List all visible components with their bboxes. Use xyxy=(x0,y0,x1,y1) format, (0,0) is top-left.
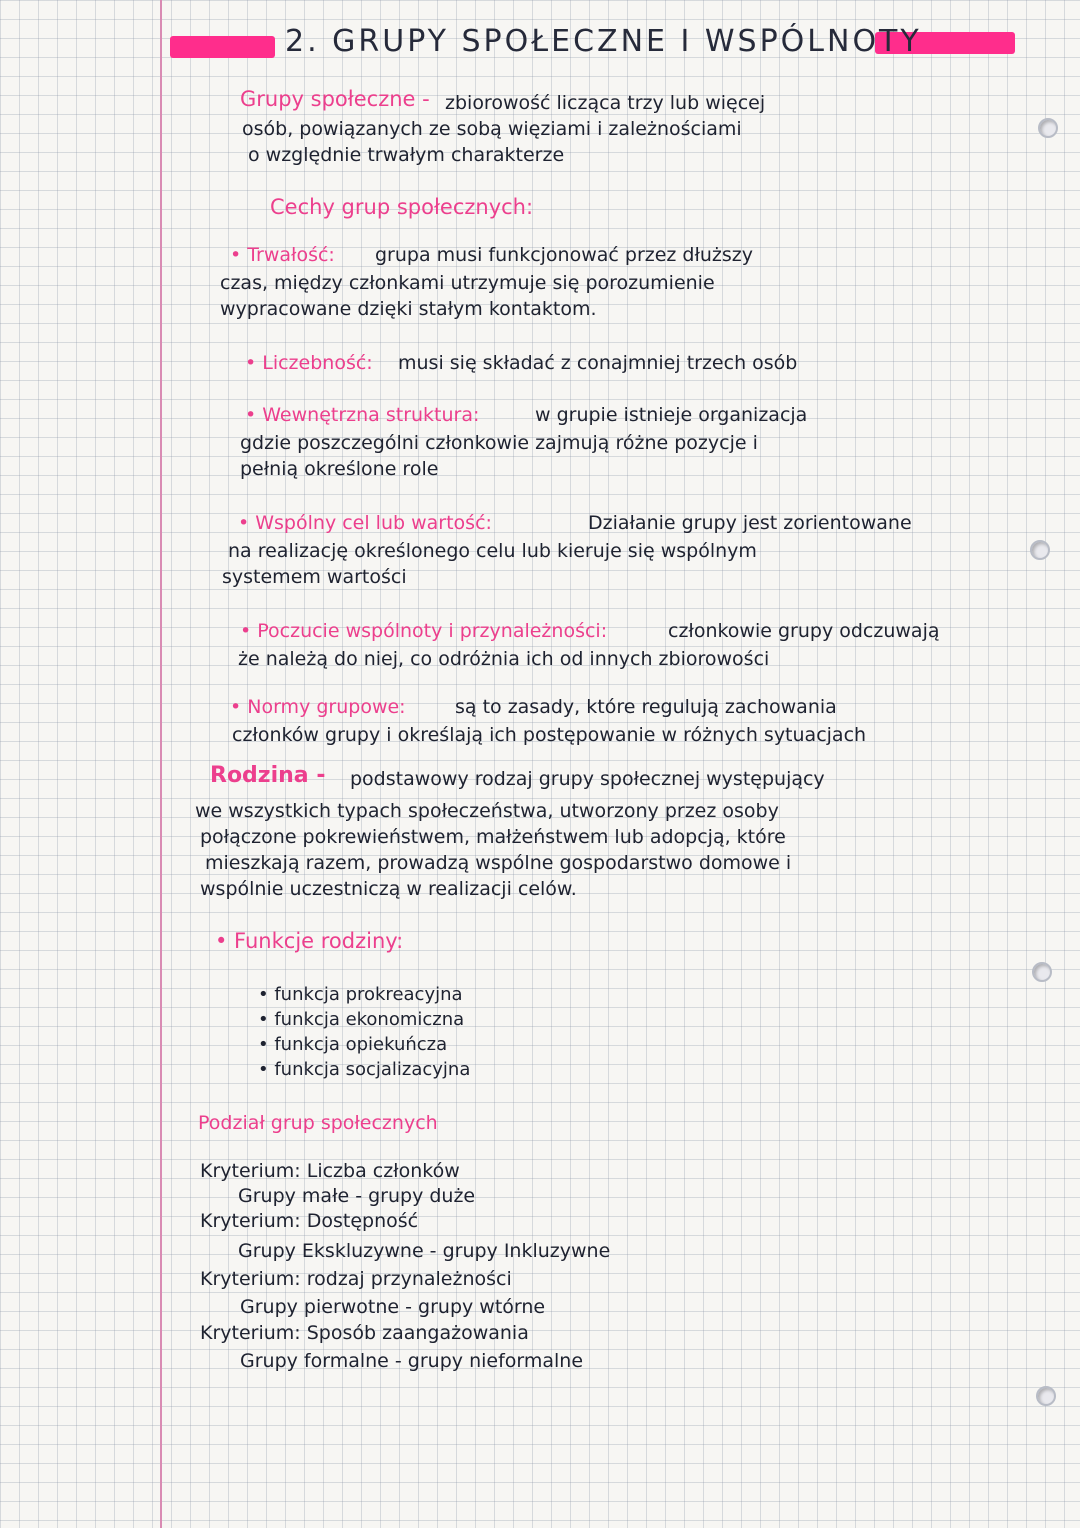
feature-term-liczebnosc: • Liczebność: xyxy=(245,352,373,374)
podzial-heading: Podział grup społecznych xyxy=(198,1112,438,1134)
feature-text: wypracowane dzięki stałym kontaktom. xyxy=(220,298,597,320)
funkcje-item: • funkcja opiekuńcza xyxy=(258,1034,448,1055)
feature-text: musi się składać z conajmniej trzech osób xyxy=(398,352,798,374)
definition-line: zbiorowość licząca trzy lub więcej xyxy=(445,92,766,114)
features-heading: Cechy grup społecznych: xyxy=(270,195,534,219)
rodzina-text: podstawowy rodzaj grupy społecznej występujący xyxy=(350,768,825,790)
funkcje-item: • funkcja prokreacyjna xyxy=(258,984,463,1005)
feature-text: grupa musi funkcjonować przez dłuższy xyxy=(375,244,754,266)
feature-term-cel: • Wspólny cel lub wartość: xyxy=(238,512,492,534)
definition-line: o względnie trwałym charakterze xyxy=(248,144,565,166)
kryterium-groups: Grupy pierwotne - grupy wtórne xyxy=(240,1296,546,1318)
kryterium-groups: Grupy małe - grupy duże xyxy=(238,1185,476,1207)
punch-hole-4 xyxy=(1036,1386,1056,1406)
feature-text: członków grupy i określają ich postępowanie w różnych sytuacjach xyxy=(232,724,867,746)
margin-line xyxy=(160,0,162,1528)
definition-term: Grupy społeczne - xyxy=(240,87,430,111)
punch-hole-3 xyxy=(1032,962,1052,982)
kryterium-label: Kryterium: Liczba członków xyxy=(200,1160,460,1182)
rodzina-text: wspólnie uczestniczą w realizacji celów. xyxy=(200,878,577,900)
feature-term-trwalosc: • Trwałość: xyxy=(230,244,335,266)
feature-text: na realizację określonego celu lub kieruje się wspólnym xyxy=(228,540,757,562)
feature-text: członkowie grupy odczuwają xyxy=(668,620,940,642)
feature-text: systemem wartości xyxy=(222,566,407,588)
feature-text: że należą do niej, co odróżnia ich od innych zbiorowości xyxy=(238,648,770,670)
feature-text: są to zasady, które regulują zachowania xyxy=(455,696,837,718)
kryterium-label: Kryterium: rodzaj przynależności xyxy=(200,1268,512,1290)
definition-line: osób, powiązanych ze sobą więziami i zależnościami xyxy=(242,118,742,140)
rodzina-text: mieszkają razem, prowadzą wspólne gospodarstwo domowe i xyxy=(205,852,792,874)
feature-term-struktura: • Wewnętrzna struktura: xyxy=(245,404,480,426)
funkcje-item: • funkcja ekonomiczna xyxy=(258,1009,465,1030)
feature-text: pełnią określone role xyxy=(240,458,439,480)
punch-hole-1 xyxy=(1038,118,1058,138)
punch-hole-2 xyxy=(1030,540,1050,560)
kryterium-groups: Grupy Ekskluzywne - grupy Inkluzywne xyxy=(238,1240,611,1262)
feature-term-normy: • Normy grupowe: xyxy=(230,696,406,718)
kryterium-label: Kryterium: Sposób zaangażowania xyxy=(200,1322,529,1344)
kryterium-groups: Grupy formalne - grupy nieformalne xyxy=(240,1350,584,1372)
funkcje-item: • funkcja socjalizacyjna xyxy=(258,1059,471,1080)
rodzina-text: we wszystkich typach społeczeństwa, utworzony przez osoby xyxy=(195,800,779,822)
feature-text: Działanie grupy jest zorientowane xyxy=(588,512,912,534)
feature-term-wspolnota: • Poczucie wspólnoty i przynależności: xyxy=(240,620,608,642)
kryterium-label: Kryterium: Dostępność xyxy=(200,1210,419,1232)
page-title: 2. GRUPY SPOŁECZNE I WSPÓLNOTY xyxy=(285,24,922,59)
funkcje-heading: • Funkcje rodziny: xyxy=(215,929,404,953)
rodzina-text: połączone pokrewieństwem, małżeństwem lub adopcją, które xyxy=(200,826,786,848)
feature-text: czas, między członkami utrzymuje się porozumienie xyxy=(220,272,715,294)
feature-text: w grupie istnieje organizacja xyxy=(535,404,808,426)
feature-text: gdzie poszczególni członkowie zajmują różne pozycje i xyxy=(240,432,758,454)
title-highlight-left xyxy=(170,36,275,58)
rodzina-term: Rodzina - xyxy=(210,763,326,788)
